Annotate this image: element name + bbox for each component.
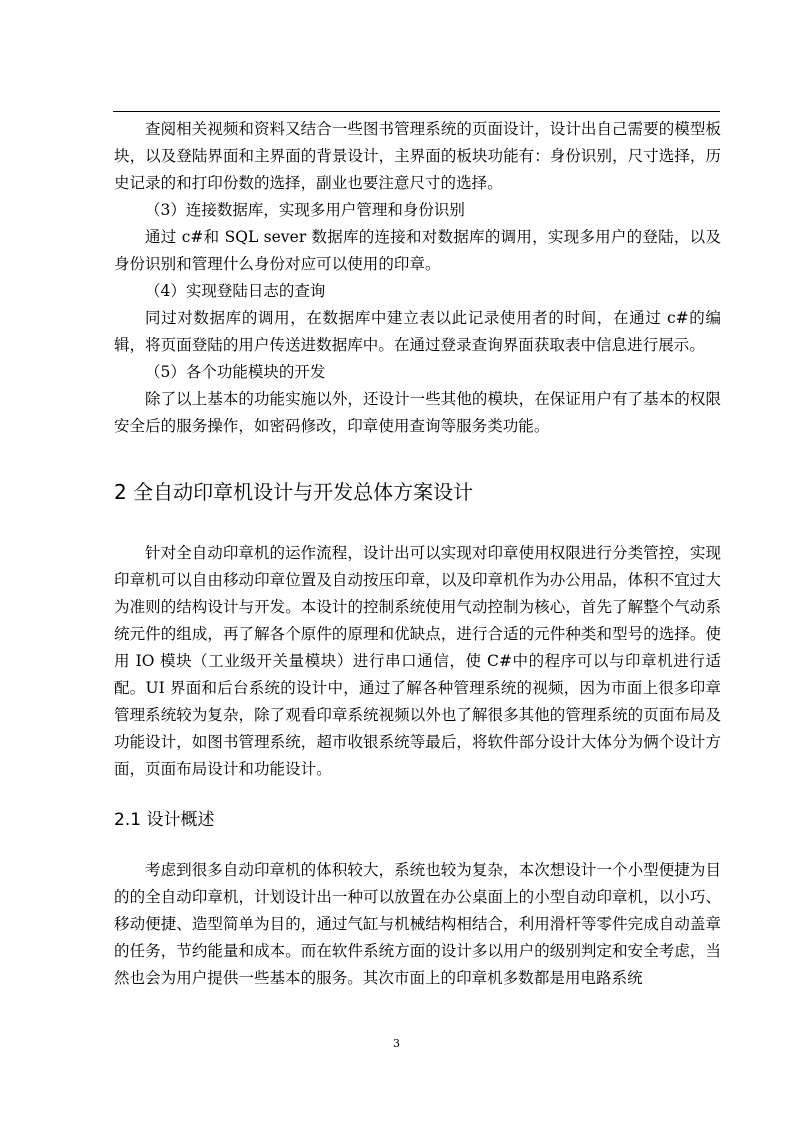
section-2-1-text: 考虑到很多自动印章机的体积较大，系统也较为复杂，本次想设计一个小型便捷为目的的全自动印章机，计划设计出一种可以放置在办公桌面上的小型自动印章机，以小巧、移动便捷、造型简单为目的，通过气缸与机械结构相结合，利用滑杆等零件完成自动盖章的任务，节约能量和成本。而在软件系统方面的设计多以用户的级别判定和安全考虑，当然也会为用户提供一些基本的服务。其次市面上的印章机多数都是用电路系统 xyxy=(114,861,721,987)
section-2-heading: 2 全自动印章机设计与开发总体方案设计 xyxy=(114,480,474,504)
item4-text: 同过对数据库的调用，在数据库中建立表以此记录使用者的时间，在通过 c#的编辑，将页面登陆的用户传送进数据库中。在通过登录查询界面获取表中信息进行展示。 xyxy=(114,309,721,354)
item3-text: 通过 c#和 SQL sever 数据库的连接和对数据库的调用，实现多用户的登陆，以及身份识别和管理什么身份对应可以使用的印章。 xyxy=(114,228,721,273)
item5-heading: （5）各个功能模块的开发 xyxy=(145,363,326,381)
section-2-text: 针对全自动印章机的运作流程，设计出可以实现对印章使用权限进行分类管控，实现印章机可以自由移动印章位置及自动按压印章，以及印章机作为办公用品，体积不宜过大为准则的结构设计与开发。本设计的控制系统使用气动控制为核心，首先了解整个气动系统元件的组成，再了解各个原件的原理和优缺点，进行合适的元件种类和型号的选择。使用 IO 模块（工业级开关量模块）进行串口通信，使 C#中的程序可以与印章机进行适配。UI 界面和后台系统的设计中，通过了解各种管理系统的视频，因为市面上很多印章管理系统较为复杂，除了观看印章系统视频以外也了解很多其他的管理系统的页面布局及功能设计，如图书管理系统，超市收银系统等最后，将软件部分设计大体分为俩个设计方面，页面布局设计和功能设计。 xyxy=(114,544,721,778)
item4-heading: （4）实现登陆日志的查询 xyxy=(145,282,326,300)
section-2-1-heading: 2.1 设计概述 xyxy=(114,810,215,830)
item5-text: 除了以上基本的功能实施以外，还设计一些其他的模块，在保证用户有了基本的权限安全后的服务操作，如密码修改，印章使用查询等服务类功能。 xyxy=(114,390,721,435)
page-number: 3 xyxy=(393,1037,400,1050)
page-content xyxy=(114,116,721,992)
paragraph-ui-design: 查阅相关视频和资料又结合一些图书管理系统的页面设计，设计出自己需要的模型板块，以及登陆界面和主界面的背景设计，主界面的板块功能有：身份识别，尺寸选择，历史记录的和打印份数的选择，副业也要注意尺寸的选择。 xyxy=(114,120,721,192)
header-rule xyxy=(113,111,720,112)
item3-heading: （3）连接数据库，实现多用户管理和身份识别 xyxy=(145,201,465,219)
